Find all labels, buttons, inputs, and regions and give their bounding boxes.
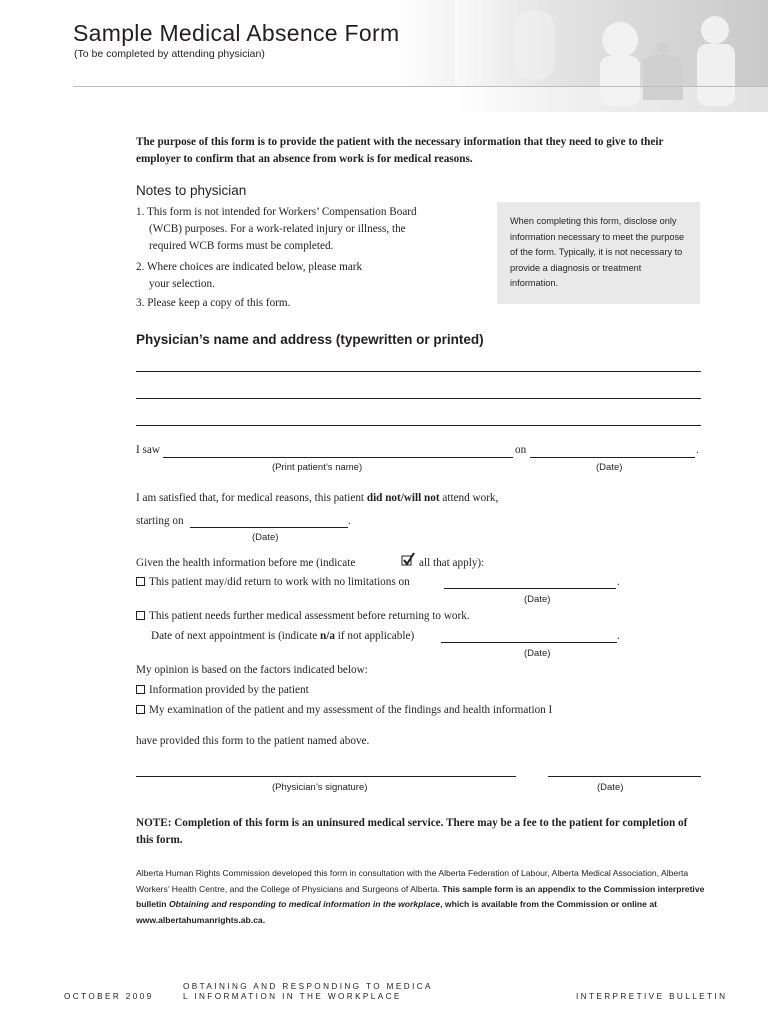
signature-date-field[interactable] bbox=[548, 776, 701, 777]
checkbox-icon[interactable] bbox=[136, 577, 145, 586]
signature-caption: (Physician’s signature) bbox=[272, 782, 368, 793]
patient-name-field[interactable] bbox=[163, 457, 513, 458]
uninsured-service-note: NOTE: Completion of this form is an uninsured medical service. There may be a fee to the patient for completion of this form. bbox=[136, 817, 688, 846]
return-date-field[interactable] bbox=[444, 588, 616, 589]
period: . bbox=[617, 630, 620, 642]
note-item-1-line-1: 1. This form is not intended for Workers’ Compensation Board bbox=[136, 206, 417, 218]
checkmark-icon bbox=[401, 552, 415, 568]
note-item-2-line-2: your selection. bbox=[149, 278, 215, 290]
footer-bulletin-label: INTERPRETIVE BULLETIN bbox=[576, 992, 728, 1001]
period: . bbox=[696, 444, 699, 456]
starting-on-label: starting on bbox=[136, 515, 184, 527]
factor-examination-row[interactable]: My examination of the patient and my assessment of the findings and health information I bbox=[136, 704, 552, 716]
checkbox-icon[interactable] bbox=[136, 611, 145, 620]
footer-title-line-1: OBTAINING AND RESPONDING TO MEDICA bbox=[183, 982, 433, 991]
header-logo-graphic bbox=[395, 0, 768, 112]
all-that-apply-label: all that apply): bbox=[419, 557, 485, 569]
page-subtitle: (To be completed by attending physician) bbox=[74, 48, 265, 60]
factor-patient-row[interactable]: Information provided by the patient bbox=[136, 684, 309, 696]
next-appointment-label: Date of next appointment is (indicate n/a if not applicable) bbox=[151, 630, 415, 642]
notes-heading: Notes to physician bbox=[136, 183, 247, 198]
page-title: Sample Medical Absence Form bbox=[73, 20, 400, 46]
credits-paragraph: Alberta Human Rights Commission developed this form in consultation with the Alberta Federation of Labour, Alberta Medical Association, Alberta Workers’ Health Centre, and the College of Physicians and Surgeons of Alberta. This sample form is an appendix to the Commission interpretive bulletin Obtaining and responding to medical information in the workplace, which is available from the Commission or online at www.albertahumanrights.ab.ca. bbox=[136, 868, 705, 925]
physician-address-line-2[interactable] bbox=[136, 398, 701, 399]
option-further-row[interactable]: This patient needs further medical assessment before returning to work. bbox=[136, 610, 470, 622]
given-statement: Given the health information before me (indicate bbox=[136, 557, 356, 569]
start-date-caption: (Date) bbox=[252, 532, 279, 543]
header-divider bbox=[73, 86, 768, 87]
visit-date-field[interactable] bbox=[530, 457, 695, 458]
provided-statement: have provided this form to the patient named above. bbox=[136, 735, 370, 747]
physician-address-line-1[interactable] bbox=[136, 371, 701, 372]
physician-address-line-3[interactable] bbox=[136, 425, 701, 426]
visit-date-caption: (Date) bbox=[596, 462, 623, 473]
start-date-field[interactable] bbox=[190, 527, 348, 528]
note-item-2-line-1: 2. Where choices are indicated below, please mark bbox=[136, 261, 363, 273]
on-label: on bbox=[515, 444, 527, 456]
satisfied-statement: I am satisfied that, for medical reasons, this patient did not/will not attend work, bbox=[136, 492, 499, 504]
checkbox-icon[interactable] bbox=[136, 705, 145, 714]
disclosure-note-box: When completing this form, disclose only information necessary to meet the purpose of the form. Typically, it is not necessary to provide a diagnosis or treatment information. bbox=[497, 202, 700, 304]
note-item-1-line-2: (WCB) purposes. For a work-related injury or illness, the bbox=[149, 223, 406, 235]
next-appointment-date-field[interactable] bbox=[441, 642, 617, 643]
option-return-row[interactable]: This patient may/did return to work with no limitations on bbox=[136, 576, 410, 588]
footer-date: OCTOBER 2009 bbox=[64, 992, 154, 1001]
i-saw-label: I saw bbox=[136, 444, 160, 456]
footer-title-line-2: L INFORMATION IN THE WORKPLACE bbox=[183, 992, 402, 1001]
next-appointment-caption: (Date) bbox=[524, 648, 551, 659]
checkbox-icon[interactable] bbox=[136, 685, 145, 694]
signature-field[interactable] bbox=[136, 776, 516, 777]
return-date-caption: (Date) bbox=[524, 594, 551, 605]
patient-name-caption: (Print patient’s name) bbox=[272, 462, 363, 473]
opinion-label: My opinion is based on the factors indicated below: bbox=[136, 664, 368, 676]
intro-paragraph: The purpose of this form is to provide the patient with the necessary information that they need to give to their employer to confirm that an absence from work is for medical reasons. bbox=[136, 136, 664, 165]
physician-heading: Physician’s name and address (typewritten or printed) bbox=[136, 332, 484, 347]
period: . bbox=[617, 576, 620, 588]
signature-date-caption: (Date) bbox=[597, 782, 624, 793]
note-item-1-line-3: required WCB forms must be completed. bbox=[149, 240, 334, 252]
note-item-3: 3. Please keep a copy of this form. bbox=[136, 297, 291, 309]
period: . bbox=[348, 515, 351, 527]
